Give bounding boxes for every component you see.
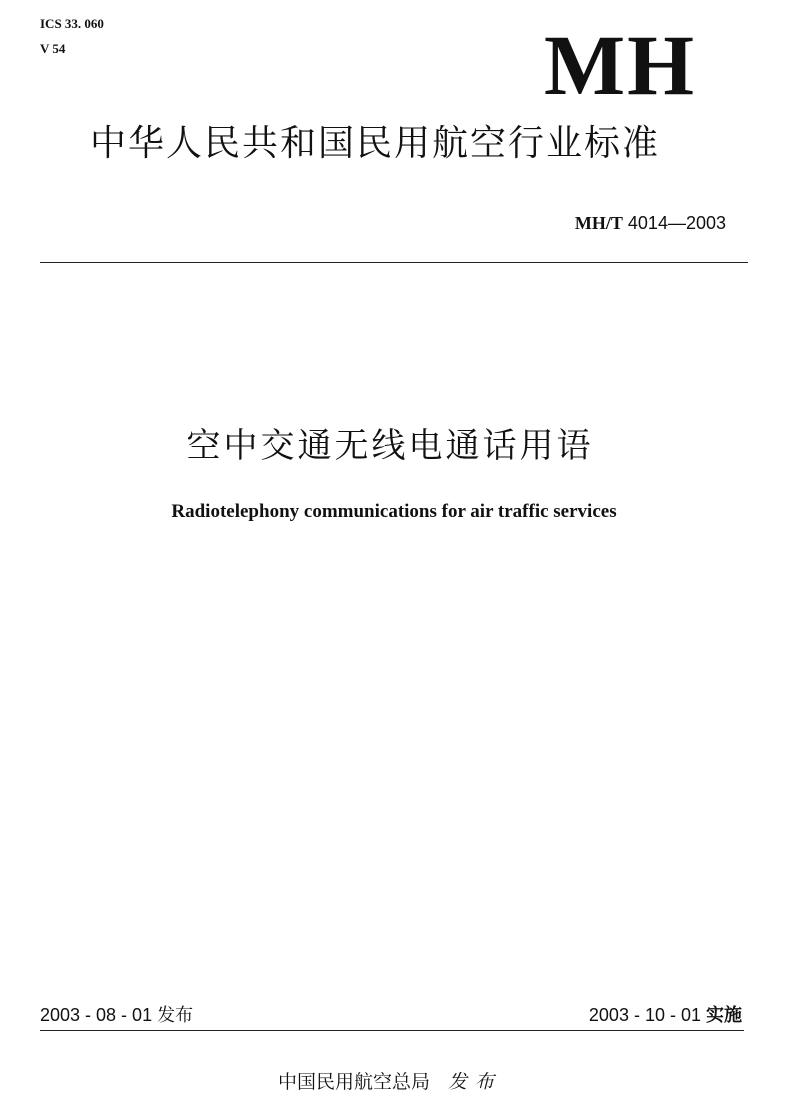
standard-number [575,212,726,234]
implementation-label: 实施 [706,1005,742,1026]
standard-number-value: 4014—2003 [627,213,726,233]
issue-date [40,1003,193,1028]
publisher [0,1070,780,1094]
implementation-date-value: 2003 - 10 - 01 [588,1005,701,1025]
ics-code: ICS 33. 060 [40,16,104,31]
issue-label: 发布 [157,1005,194,1026]
issue-date-value: 2003 - 08 - 01 [40,1005,153,1025]
footer-divider [40,1030,744,1031]
implementation-date [589,1003,742,1028]
header-divider [40,262,748,263]
publisher-action: 发布 [448,1071,503,1093]
standard-category-title: 中华人民共和国民用航空行业标准 [90,123,661,164]
document-title-chinese: 空中交通无线电通话用语 [186,426,594,466]
document-title-english: Radiotelephony communications for air traffic services [171,501,617,522]
classification-code: V 54 [40,41,66,56]
publisher-name: 中国民用航空总局 [277,1071,430,1093]
mh-logo: MH [543,17,697,113]
standard-number-prefix: MH/T [574,213,623,233]
